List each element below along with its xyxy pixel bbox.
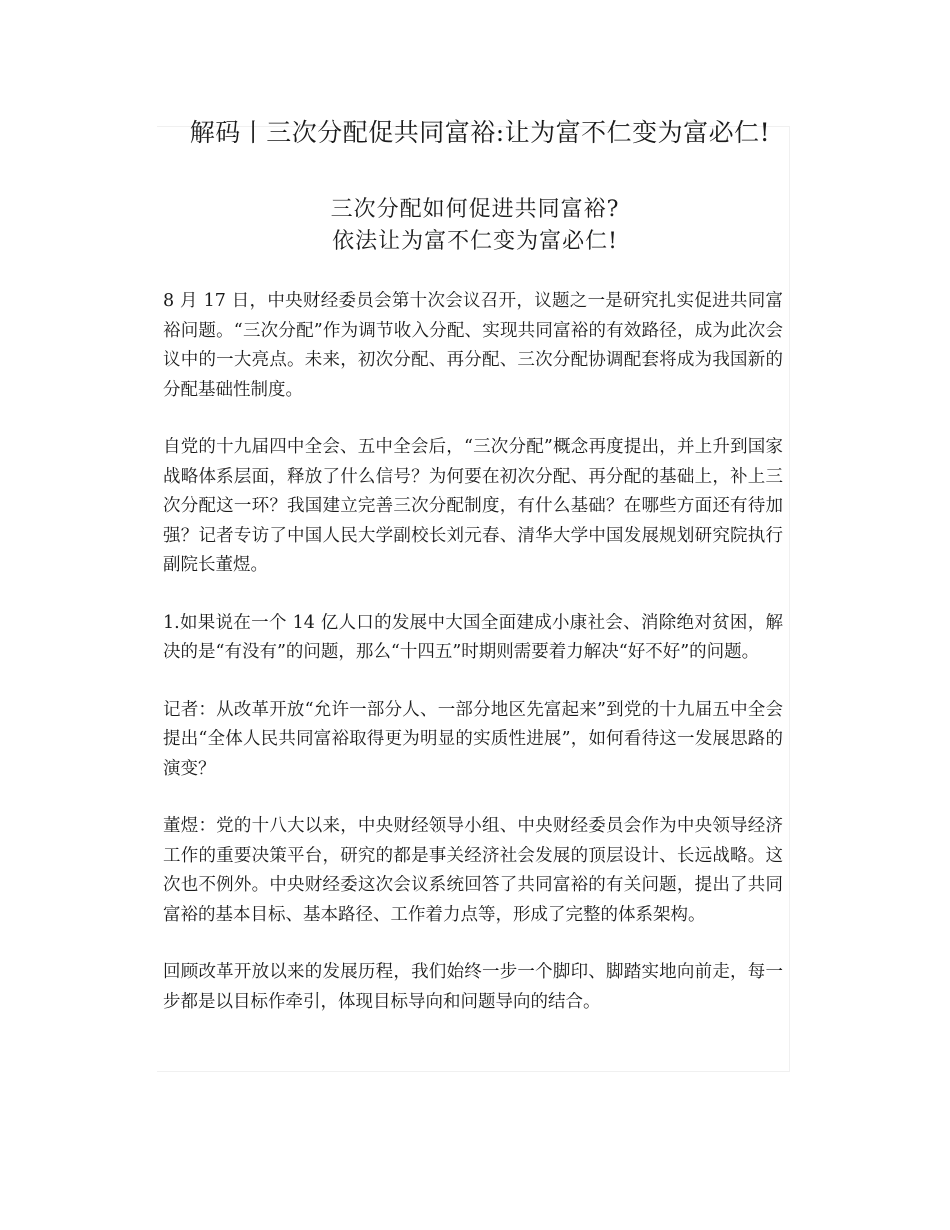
paragraph-5: 董煜：党的十八大以来，中央财经领导小组、中央财经委员会作为中央领导经济工作的重要决策平台，研究的都是事关经济社会发展的顶层设计、长远战略。这次也不例外。中央财经委这次会议系统回答了共同富裕的有关问题，提出了共同富裕的基本目标、基本路径、工作着力点等，形成了完整的体系架构。 [163, 816, 783, 925]
paragraph-6: 回顾改革开放以来的发展历程，我们始终一步一个脚印、脚踏实地向前走，每一步都是以目标作牵引，体现目标导向和问题导向的结合。 [163, 962, 783, 1012]
paragraph-2: 自党的十九届四中全会、五中全会后，“三次分配”概念再度提出，并上升到国家战略体系层面，释放了什么信号？为何要在初次分配、再分配的基础上，补上三次分配这一环？我国建立完善三次分配制度，有什么基础？在哪些方面还有待加强？记者专访了中国人民大学副校长刘元春、清华大学中国发展规划研究院执行副院长董煜。 [163, 437, 783, 575]
article-body [163, 287, 783, 1017]
article-title: 解码丨三次分配促共同富裕:让为富不仁变为富必仁! [189, 118, 771, 147]
subtitle-line-2: 依法让为富不仁变为富必仁! [332, 229, 618, 254]
paragraph-4: 记者：从改革开放“允许一部分人、一部分地区先富起来”到党的十九届五中全会提出“全体人民共同富裕取得更为明显的实质性进展”，如何看待这一发展思路的演变？ [163, 699, 783, 779]
subtitle-line-1: 三次分配如何促进共同富裕? [330, 197, 620, 222]
paragraph-3: 1.如果说在一个 14 亿人口的发展中大国全面建成小康社会、消除绝对贫困，解决的是“有没有”的问题，那么“十四五”时期则需要着力解决“好不好”的问题。 [163, 612, 783, 662]
article-subtitle [220, 194, 730, 258]
paragraph-1: 8 月 17 日，中央财经委员会第十次会议召开，议题之一是研究扎实促进共同富裕问题。“三次分配”作为调节收入分配、实现共同富裕的有效路径，成为此次会议中的一大亮点。未来，初次分配、再分配、三次分配协调配套将成为我国新的分配基础性制度。 [163, 291, 783, 400]
